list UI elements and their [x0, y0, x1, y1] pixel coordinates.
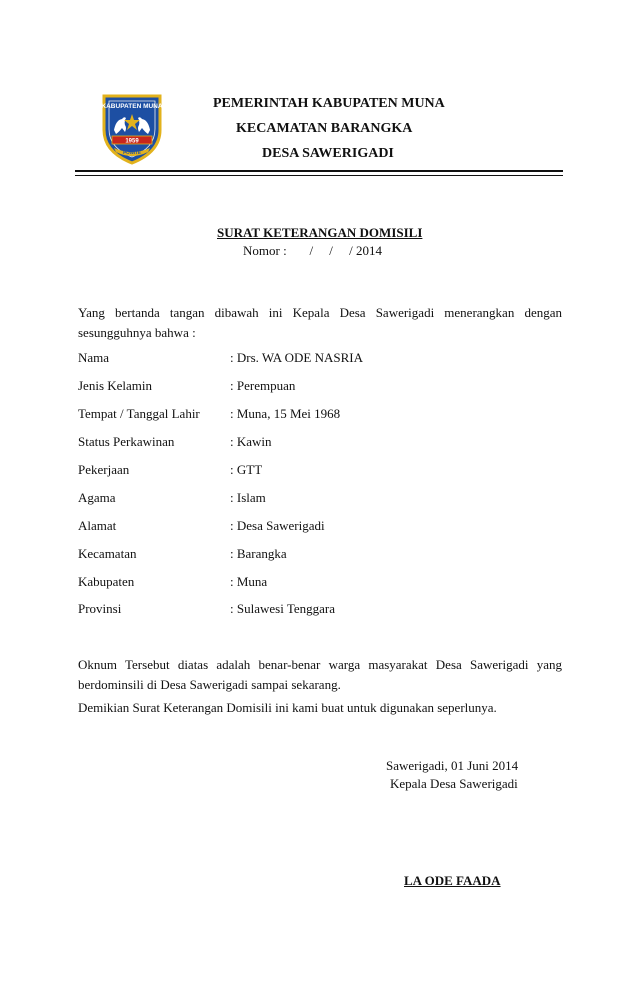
field-value: : GTT: [230, 462, 263, 477]
header-government: PEMERINTAH KABUPATEN MUNA: [213, 96, 445, 111]
field-value: : Muna, 15 Mei 1968: [230, 406, 341, 421]
signature-name: LA ODE FAADA: [404, 873, 501, 888]
logo-band-text: 1959: [125, 138, 139, 145]
signature-place-date: Sawerigadi, 01 Juni 2014: [386, 758, 519, 773]
regency-emblem-icon: [100, 92, 164, 166]
intro-paragraph: Yang bertanda tangan dibawah ini Kepala Desa Sawerigadi menerangkan dengan sesungguhnya bahwa :: [78, 305, 562, 340]
document-title: SURAT KETERANGAN DOMISILI: [217, 225, 423, 240]
header-rule-thin: [75, 175, 563, 176]
header-district: KECAMATAN BARANGKA: [236, 121, 413, 136]
header-rule-thick: [75, 170, 563, 172]
field-label: Pekerjaan: [78, 462, 130, 477]
field-value: : Desa Sawerigadi: [230, 518, 325, 533]
field-label: Jenis Kelamin: [78, 378, 153, 393]
field-label: Agama: [78, 490, 116, 505]
field-value: : Islam: [230, 490, 266, 505]
signature-position: Kepala Desa Sawerigadi: [390, 776, 518, 791]
logo-bottom-text: POWITE: [123, 150, 141, 155]
field-value: : Sulawesi Tenggara: [230, 601, 335, 616]
field-label: Alamat: [78, 518, 117, 533]
field-value: : Kawin: [230, 434, 272, 449]
logo-top-text: KABUPATEN MUNA: [101, 103, 163, 110]
regency-logo: [100, 92, 164, 166]
closing-paragraph: Demikian Surat Keterangan Domisili ini kami buat untuk digunakan seperlunya.: [78, 700, 497, 715]
field-label: Status Perkawinan: [78, 434, 175, 449]
field-label: Nama: [78, 350, 110, 365]
field-label: Kecamatan: [78, 546, 137, 561]
field-value: : Drs. WA ODE NASRIA: [230, 350, 364, 365]
field-value: : Perempuan: [230, 378, 296, 393]
field-label: Kabupaten: [78, 574, 135, 589]
field-label: Tempat / Tanggal Lahir: [78, 406, 200, 421]
document-number: Nomor : / / / 2014: [243, 243, 383, 258]
header-village: DESA SAWERIGADI: [262, 146, 394, 161]
field-label: Provinsi: [78, 601, 122, 616]
field-value: : Barangka: [230, 546, 287, 561]
field-value: : Muna: [230, 574, 268, 589]
statement-paragraph: Oknum Tersebut diatas adalah benar-benar warga masyarakat Desa Sawerigadi yang berdominsili di Desa Sawerigadi sampai sekarang.: [78, 657, 562, 692]
